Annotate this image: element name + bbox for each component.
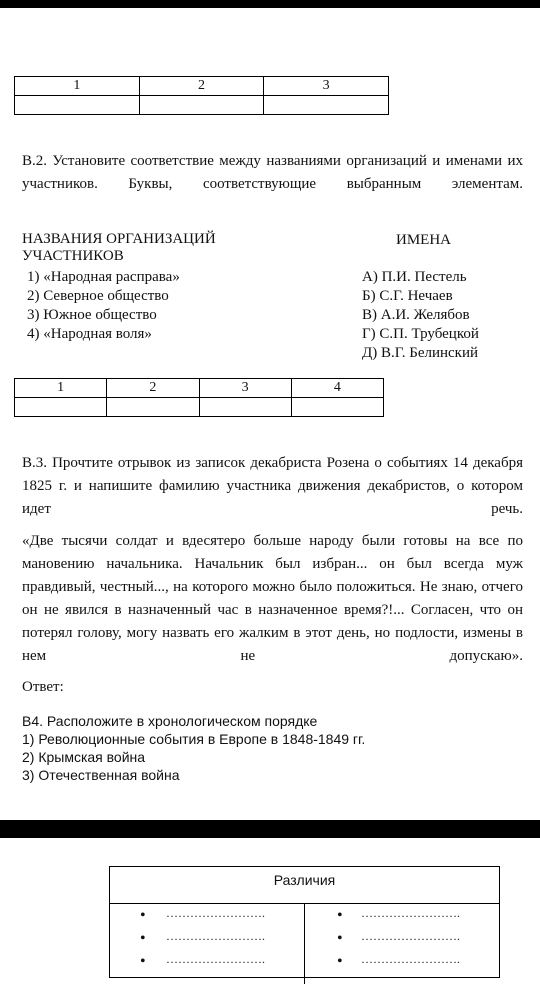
answer-placeholder[interactable]: ……………………. bbox=[361, 906, 460, 920]
list-item: А) П.И. Пестель bbox=[362, 269, 467, 285]
answer-cell[interactable] bbox=[139, 96, 264, 115]
list-item: 4) «Народная воля» bbox=[27, 326, 152, 342]
bullet-icon: • bbox=[140, 930, 146, 947]
table-header-cell: 3 bbox=[199, 379, 291, 398]
answer-placeholder[interactable]: ……………………. bbox=[361, 929, 460, 943]
list-item: Д) В.Г. Белинский bbox=[362, 345, 479, 361]
answer-cell[interactable] bbox=[291, 398, 383, 417]
answer-cell[interactable] bbox=[199, 398, 291, 417]
list-item bbox=[305, 927, 499, 950]
answer-label: Ответ: bbox=[22, 679, 64, 695]
table-header-cell: 1 bbox=[15, 77, 140, 96]
differences-table bbox=[109, 866, 500, 978]
names-header: ИМЕНА bbox=[396, 232, 451, 248]
bullet-icon: • bbox=[140, 953, 146, 970]
bullet-icon: • bbox=[337, 907, 343, 924]
organizations-header: НАЗВАНИЯ ОРГАНИЗАЦИЙ УЧАСТНИКОВ bbox=[22, 231, 216, 264]
list-item bbox=[305, 950, 499, 973]
answer-cell[interactable] bbox=[264, 96, 389, 115]
question-b2-text: В.2. Установите соответствие между названиями организаций и именами их участников. Буквы, соответствующие выбранным элементам. bbox=[22, 153, 523, 192]
table-header-row bbox=[15, 379, 384, 398]
list-item: 3) Отечественная война bbox=[22, 767, 180, 783]
bullet-icon: • bbox=[337, 930, 343, 947]
list-item bbox=[110, 927, 304, 950]
list-item: 2) Крымская война bbox=[22, 749, 146, 765]
differences-title: Различия bbox=[110, 867, 499, 904]
answer-placeholder[interactable]: ……………………. bbox=[166, 952, 265, 966]
list-item bbox=[110, 950, 304, 973]
question-b3-text: В.3. Прочтите отрывок из записок декабриста Розена о событиях 14 декабря 1825 г. и напишите фамилию участника движения декабристов, о котором идет речь. bbox=[22, 455, 523, 517]
answer-placeholder[interactable]: ……………………. bbox=[166, 906, 265, 920]
list-item bbox=[305, 904, 499, 927]
list-item: 2) Северное общество bbox=[27, 288, 169, 304]
table-header-cell: 2 bbox=[107, 379, 199, 398]
page-divider-bar bbox=[0, 820, 540, 838]
answer-cell[interactable] bbox=[15, 398, 107, 417]
list-item: 3) Южное общество bbox=[27, 307, 157, 323]
table-header-cell: 4 bbox=[291, 379, 383, 398]
question-b4-title: В4. Расположите в хронологическом порядке bbox=[22, 713, 318, 729]
table-header-row bbox=[15, 77, 389, 96]
answer-placeholder[interactable]: ……………………. bbox=[166, 929, 265, 943]
quote-text: «Две тысячи солдат и вдесятеро больше народу были готовы на все по мановению начальника. Начальник был избран... он был всегда муж правдивый, честный..., на которого можно было положиться. Не знаю, отчего он не явился в назначенный час в назначенное время?!... Согласен, что он потерял голову, могу назвать его жалким в этот день, но подлости, измены в нем не допускаю». bbox=[22, 533, 523, 664]
answer-placeholder[interactable]: ……………………. bbox=[361, 952, 460, 966]
top-dark-bar bbox=[0, 0, 540, 8]
names-list bbox=[362, 268, 479, 363]
table-header-cell: 3 bbox=[264, 77, 389, 96]
answer-table-2 bbox=[14, 378, 384, 417]
table-answer-row bbox=[15, 96, 389, 115]
organizations-list bbox=[27, 268, 180, 344]
bullet-icon: • bbox=[337, 953, 343, 970]
answer-cell[interactable] bbox=[107, 398, 199, 417]
list-item: 1) «Народная расправа» bbox=[27, 269, 180, 285]
differences-column-left bbox=[110, 904, 305, 984]
table-header-cell: 1 bbox=[15, 379, 107, 398]
table-answer-row bbox=[15, 398, 384, 417]
question-b4 bbox=[22, 712, 365, 784]
list-item: Г) С.П. Трубецкой bbox=[362, 326, 479, 342]
list-item: 1) Революционные события в Европе в 1848-1849 гг. bbox=[22, 731, 366, 747]
table-header-cell: 2 bbox=[139, 77, 264, 96]
list-item: Б) С.Г. Нечаев bbox=[362, 288, 453, 304]
differences-column-right bbox=[305, 904, 499, 984]
list-item bbox=[110, 904, 304, 927]
bullet-icon: • bbox=[140, 907, 146, 924]
list-item: В) А.И. Желябов bbox=[362, 307, 470, 323]
answer-table-1 bbox=[14, 76, 389, 115]
answer-cell[interactable] bbox=[15, 96, 140, 115]
